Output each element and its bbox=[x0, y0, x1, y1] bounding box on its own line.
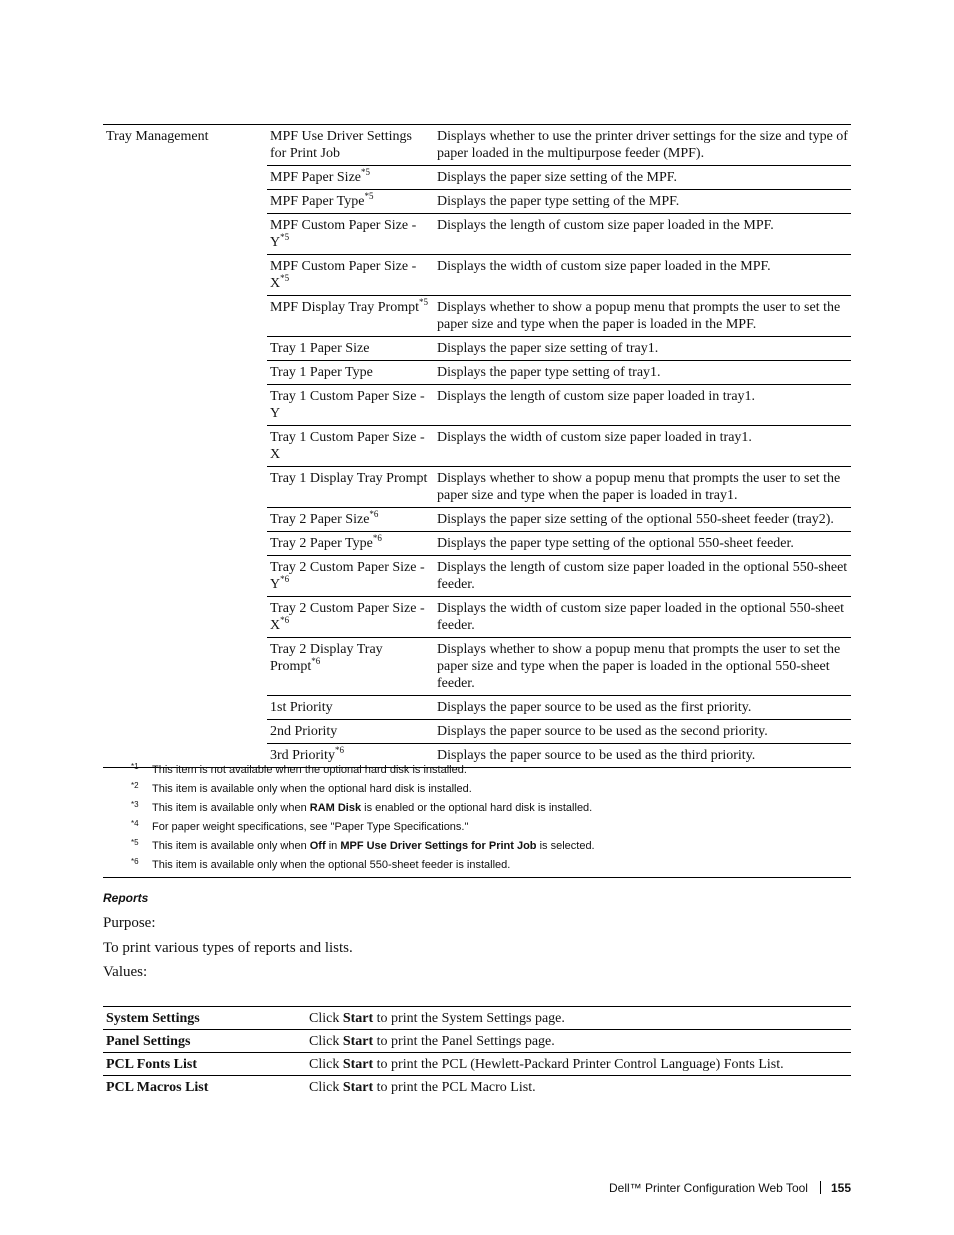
footnote-ref: *6 bbox=[372, 533, 382, 543]
report-action-cell bbox=[306, 1053, 851, 1076]
item-cell bbox=[267, 638, 434, 696]
empty-cell bbox=[103, 720, 267, 744]
footnote bbox=[131, 818, 851, 837]
start-label: Start bbox=[342, 1011, 374, 1026]
item-label: MPF Custom Paper Size - Y bbox=[270, 218, 417, 250]
footnote-ref: *6 bbox=[369, 509, 379, 519]
description-cell: Displays the width of custom size paper loaded in the optional 550-sheet feeder. bbox=[434, 597, 851, 638]
footnote-text bbox=[152, 818, 468, 837]
table-row bbox=[103, 255, 851, 296]
description-cell: Displays whether to show a popup menu that prompts the user to set the paper size and type when the paper is loaded in the MPF. bbox=[434, 296, 851, 337]
footnotes bbox=[131, 761, 851, 875]
footnote-text bbox=[152, 799, 592, 818]
footnote-mark: *2 bbox=[131, 781, 139, 790]
item-cell bbox=[267, 214, 434, 255]
start-label: Start bbox=[342, 1057, 374, 1072]
table-row bbox=[103, 1076, 851, 1099]
item-cell bbox=[267, 125, 434, 166]
table-row bbox=[103, 190, 851, 214]
table-row bbox=[103, 125, 851, 166]
table-row bbox=[103, 696, 851, 720]
footnote-fragment: This item is not available when the optional hard disk is installed. bbox=[152, 764, 467, 776]
item-label: 1st Priority bbox=[270, 700, 333, 715]
item-label: Tray 2 Custom Paper Size - Y bbox=[270, 560, 425, 592]
empty-cell bbox=[103, 361, 267, 385]
description-cell: Displays whether to show a popup menu that prompts the user to set the paper size and type when the paper is loaded in tray1. bbox=[434, 467, 851, 508]
footnote-text bbox=[152, 856, 510, 875]
description-cell: Displays the paper size setting of tray1. bbox=[434, 337, 851, 361]
description-cell: Displays the length of custom size paper loaded in tray1. bbox=[434, 385, 851, 426]
footnote-ref: *5 bbox=[361, 167, 370, 177]
empty-cell bbox=[103, 426, 267, 467]
item-cell bbox=[267, 296, 434, 337]
footnote-fragment: For paper weight specifications, see "Paper Type Specifications." bbox=[152, 821, 469, 833]
footnote-mark: *4 bbox=[131, 819, 139, 828]
item-cell bbox=[267, 255, 434, 296]
footnote-fragment: This item is available only when the optional hard disk is installed. bbox=[152, 783, 472, 795]
item-label: Tray 1 Display Tray Prompt bbox=[270, 471, 428, 486]
start-label: Start bbox=[342, 1034, 374, 1049]
item-cell bbox=[267, 720, 434, 744]
description-cell: Displays the paper type setting of the optional 550-sheet feeder. bbox=[434, 532, 851, 556]
footnote-ref: *5 bbox=[364, 191, 374, 201]
item-cell bbox=[267, 337, 434, 361]
action-suffix: to print the Panel Settings page. bbox=[373, 1034, 555, 1049]
empty-cell bbox=[103, 467, 267, 508]
report-action-cell bbox=[306, 1076, 851, 1099]
report-name-cell: Panel Settings bbox=[103, 1030, 306, 1053]
report-action-cell bbox=[306, 1007, 851, 1030]
empty-cell bbox=[103, 166, 267, 190]
item-cell bbox=[267, 696, 434, 720]
footnote bbox=[131, 799, 851, 818]
start-label: Start bbox=[342, 1080, 374, 1095]
footnote bbox=[131, 856, 851, 875]
empty-cell bbox=[103, 214, 267, 255]
description-cell: Displays whether to show a popup menu that prompts the user to set the paper size and type when the paper is loaded in the optional 550-sheet feeder. bbox=[434, 638, 851, 696]
footnote-fragment: in bbox=[325, 840, 341, 852]
report-action-cell bbox=[306, 1030, 851, 1053]
description-cell: Displays whether to use the printer driver settings for the size and type of paper loaded in the multipurpose feeder (MPF). bbox=[434, 125, 851, 166]
description-cell: Displays the paper size setting of the optional 550-sheet feeder (tray2). bbox=[434, 508, 851, 532]
empty-cell bbox=[103, 385, 267, 426]
table-row bbox=[103, 1030, 851, 1053]
report-name-cell: PCL Fonts List bbox=[103, 1053, 306, 1076]
footnote bbox=[131, 761, 851, 780]
empty-cell bbox=[103, 556, 267, 597]
description-cell: Displays the width of custom size paper loaded in tray1. bbox=[434, 426, 851, 467]
purpose-label: Purpose: bbox=[103, 915, 156, 931]
action-suffix: to print the PCL (Hewlett-Packard Printer Control Language) Fonts List. bbox=[373, 1057, 784, 1072]
item-label: Tray 1 Custom Paper Size - X bbox=[270, 430, 425, 462]
reports-heading: Reports bbox=[103, 891, 149, 905]
table-row bbox=[103, 638, 851, 696]
footnote-text bbox=[152, 761, 467, 780]
table-row bbox=[103, 556, 851, 597]
item-label: Tray 1 Paper Size bbox=[270, 341, 370, 356]
empty-cell bbox=[103, 296, 267, 337]
values-label: Values: bbox=[103, 964, 148, 980]
table-row bbox=[103, 214, 851, 255]
footnote-mark: *5 bbox=[131, 838, 139, 847]
footnote bbox=[131, 780, 851, 799]
description-cell: Displays the paper source to be used as the first priority. bbox=[434, 696, 851, 720]
item-label: Tray 2 Paper Type bbox=[270, 536, 373, 551]
footnote-ref: *6 bbox=[311, 656, 321, 666]
table-row bbox=[103, 361, 851, 385]
footnote-fragment: is selected. bbox=[536, 840, 595, 852]
item-cell bbox=[267, 166, 434, 190]
footnote-ref: *5 bbox=[418, 297, 428, 307]
action-prefix: Click bbox=[309, 1080, 343, 1095]
item-cell bbox=[267, 426, 434, 467]
item-label: MPF Use Driver Settings for Print Job bbox=[270, 129, 412, 161]
item-cell bbox=[267, 467, 434, 508]
footnote-emphasis: Off bbox=[309, 840, 326, 852]
action-prefix: Click bbox=[309, 1057, 343, 1072]
empty-cell bbox=[103, 337, 267, 361]
action-prefix: Click bbox=[309, 1034, 343, 1049]
table-row bbox=[103, 467, 851, 508]
empty-cell bbox=[103, 255, 267, 296]
table-row bbox=[103, 532, 851, 556]
item-cell bbox=[267, 556, 434, 597]
footnote-emphasis: RAM Disk bbox=[309, 802, 362, 814]
table-row bbox=[103, 166, 851, 190]
report-name-cell: System Settings bbox=[103, 1007, 306, 1030]
page-footer bbox=[609, 1181, 851, 1195]
table-row bbox=[103, 508, 851, 532]
table-row bbox=[103, 426, 851, 467]
empty-cell bbox=[103, 638, 267, 696]
footnotes-divider bbox=[103, 877, 851, 878]
footnote-ref: *5 bbox=[280, 273, 290, 283]
item-cell bbox=[267, 508, 434, 532]
item-cell bbox=[267, 532, 434, 556]
report-name-cell: PCL Macros List bbox=[103, 1076, 306, 1099]
footnote-fragment: is enabled or the optional hard disk is installed. bbox=[361, 802, 593, 814]
description-cell: Displays the paper type setting of the MPF. bbox=[434, 190, 851, 214]
footnote-ref: *5 bbox=[280, 232, 290, 242]
action-suffix: to print the PCL Macro List. bbox=[373, 1080, 536, 1095]
table-row bbox=[103, 720, 851, 744]
description-cell: Displays the length of custom size paper loaded in the optional 550-sheet feeder. bbox=[434, 556, 851, 597]
description-cell: Displays the paper type setting of tray1. bbox=[434, 361, 851, 385]
footer-title: Dell™ Printer Configuration Web Tool bbox=[608, 1181, 808, 1195]
item-label: Tray 1 Custom Paper Size - Y bbox=[270, 389, 425, 421]
footnote-fragment: This item is available only when the optional 550-sheet feeder is installed. bbox=[152, 859, 511, 871]
item-label: MPF Paper Size bbox=[270, 170, 361, 185]
footnote-text bbox=[152, 780, 472, 799]
empty-cell bbox=[103, 696, 267, 720]
item-cell bbox=[267, 597, 434, 638]
item-label: Tray 1 Paper Type bbox=[270, 365, 373, 380]
footnote-ref: *6 bbox=[280, 615, 290, 625]
footnote-mark: *6 bbox=[131, 857, 139, 866]
footnote-ref: *6 bbox=[334, 745, 344, 755]
reports-table bbox=[103, 1006, 851, 1098]
item-label: MPF Custom Paper Size - X bbox=[270, 259, 417, 291]
item-cell bbox=[267, 190, 434, 214]
table-row bbox=[103, 296, 851, 337]
description-cell: Displays the paper source to be used as the third priority. bbox=[434, 744, 851, 768]
empty-cell bbox=[103, 532, 267, 556]
footnote-text bbox=[152, 837, 595, 856]
table-row bbox=[103, 385, 851, 426]
table-row bbox=[103, 1007, 851, 1030]
footnote-mark: *3 bbox=[131, 800, 139, 809]
description-cell: Displays the paper source to be used as the second priority. bbox=[434, 720, 851, 744]
footnote-ref: *6 bbox=[280, 574, 290, 584]
empty-cell bbox=[103, 597, 267, 638]
footnote-mark: *1 bbox=[131, 762, 139, 771]
action-prefix: Click bbox=[309, 1011, 343, 1026]
item-label: Tray 2 Display Tray Prompt bbox=[270, 642, 383, 674]
purpose-text: To print various types of reports and lists. bbox=[103, 940, 353, 956]
item-label: 3rd Priority bbox=[270, 748, 335, 763]
footnote-fragment: This item is available only when bbox=[152, 802, 310, 814]
item-label: MPF Display Tray Prompt bbox=[270, 300, 419, 315]
footnote bbox=[131, 837, 851, 856]
category-cell: Tray Management bbox=[103, 125, 267, 166]
footnote-fragment: This item is available only when bbox=[152, 840, 310, 852]
table-row bbox=[103, 1053, 851, 1076]
tray-management-table bbox=[103, 124, 851, 768]
footer-separator bbox=[820, 1181, 821, 1194]
description-cell: Displays the length of custom size paper loaded in the MPF. bbox=[434, 214, 851, 255]
description-cell: Displays the paper size setting of the MPF. bbox=[434, 166, 851, 190]
action-suffix: to print the System Settings page. bbox=[373, 1011, 565, 1026]
table-row bbox=[103, 337, 851, 361]
item-label: 2nd Priority bbox=[270, 724, 338, 739]
item-cell bbox=[267, 361, 434, 385]
item-label: Tray 2 Custom Paper Size - X bbox=[270, 601, 425, 633]
item-label: Tray 2 Paper Size bbox=[270, 512, 370, 527]
item-cell bbox=[267, 385, 434, 426]
empty-cell bbox=[103, 508, 267, 532]
item-label: MPF Paper Type bbox=[270, 194, 365, 209]
description-cell: Displays the width of custom size paper loaded in the MPF. bbox=[434, 255, 851, 296]
table-row bbox=[103, 597, 851, 638]
footnote-emphasis: MPF Use Driver Settings for Print Job bbox=[340, 840, 537, 852]
empty-cell bbox=[103, 190, 267, 214]
page-number: 155 bbox=[830, 1181, 851, 1195]
